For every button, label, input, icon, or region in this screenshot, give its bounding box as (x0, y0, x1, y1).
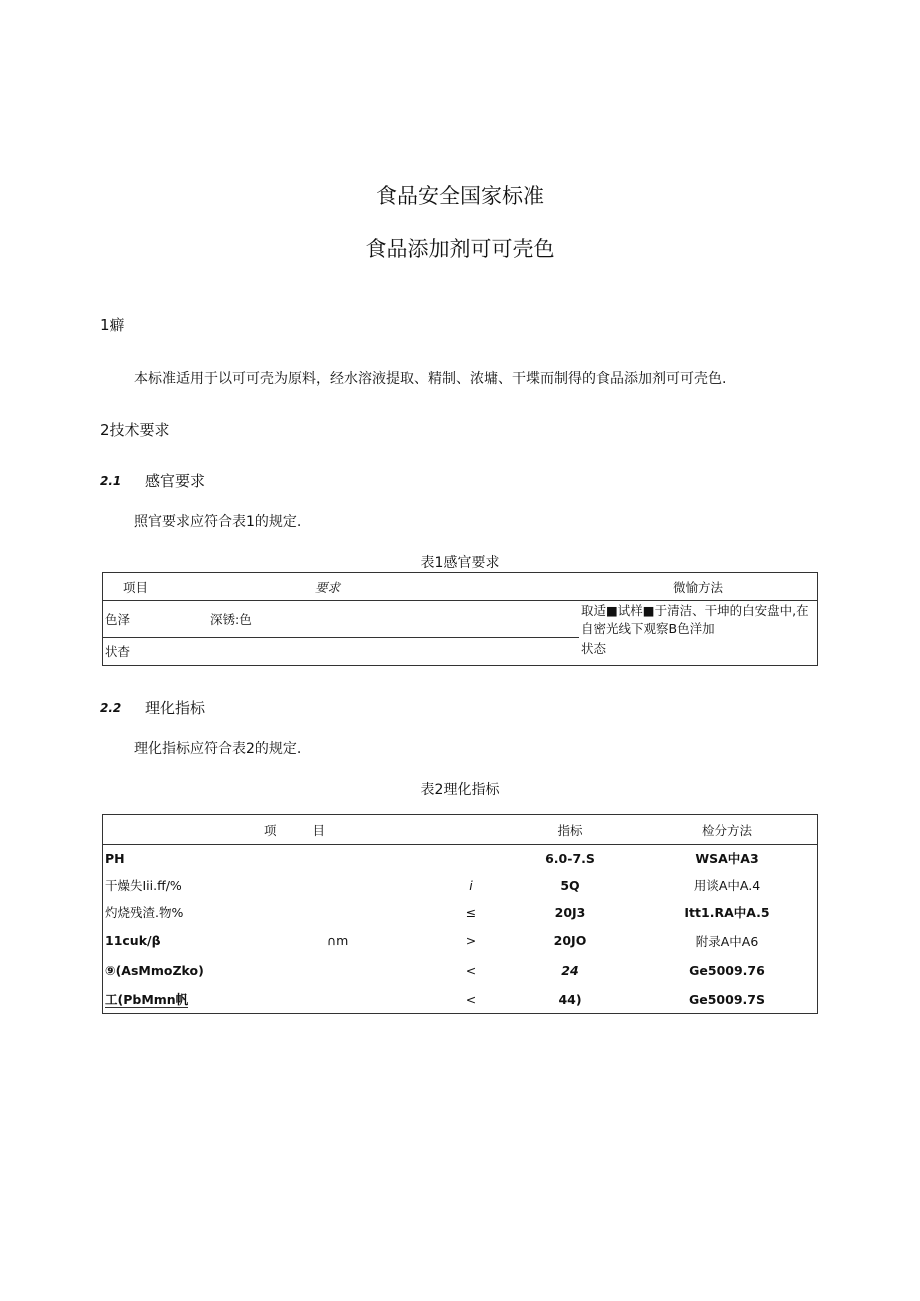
document-title: 食品安全国家标准 (376, 184, 544, 208)
table-2-cell-item: 干燥失Iii.ff/% (105, 878, 182, 893)
table-2-cell-method: WSA中A3 (695, 851, 759, 867)
section-1-heading: 1癖 (100, 316, 125, 334)
table-2-cell-method: Ge5009.7S (689, 991, 765, 1007)
table-1-header-row (103, 573, 818, 601)
table-2-header-value: 指标 (557, 822, 583, 838)
table-1-cell-requirement (205, 637, 579, 665)
table-2-cell-value: 20JO (553, 933, 587, 948)
table-row (103, 926, 818, 956)
table-1-header-item: 项目 (123, 579, 149, 595)
table-1-cell-method: 取适■试样■于清洁、干坤的白安盘中,在自密光线下观察B色洋加 (581, 603, 809, 636)
table-row (103, 872, 818, 899)
table-2-cell-method: Itt1.RA中A.5 (684, 905, 770, 920)
table-2-cell-item: ⑨(AsMmoZko) (105, 963, 204, 978)
table-row (103, 899, 818, 926)
table-2-cell-extra (325, 872, 439, 899)
section-1-text: 本标准适用于以可可壳为原料，经水溶液提取、精制、浓墉、干堞而制得的食品添加剂可可壳色. (134, 371, 727, 387)
table-1-cell-item: 状杳 (103, 637, 206, 665)
section-2-heading: 2技术要求 (100, 421, 170, 439)
table-2-cell-symbol: < (465, 991, 477, 1007)
table-2-header-row (103, 815, 818, 845)
section-2-1-text: 照官要求应符合表1的规定. (134, 514, 302, 530)
table-2-cell-extra (325, 986, 439, 1014)
section-2-2-heading: 理化指标 (145, 699, 206, 717)
table-2-cell-method: 用谈A中A.4 (693, 878, 761, 893)
table-2-cell-symbol (439, 845, 503, 872)
table-2-cell-symbol: < (465, 963, 477, 978)
document-subtitle: 食品添加剂可可壳色 (365, 237, 555, 261)
table-2-cell-symbol: ≤ (465, 904, 477, 920)
table-2-cell-symbol: i (469, 877, 473, 893)
table-1-caption: 表1感官要求 (420, 555, 500, 571)
table-2-cell-extra (325, 956, 439, 986)
table-2-cell-extra: ∩m (327, 933, 349, 948)
table-2-header-item-char1: 项 (263, 822, 277, 838)
table-2-header-item (103, 815, 326, 845)
table-2-cell-value: 24 (561, 963, 579, 978)
table-2-cell-method: Ge5009.76 (689, 963, 765, 978)
section-2-1-heading: 感官要求 (145, 472, 206, 490)
table-1 (102, 572, 818, 666)
table-2-cell-extra (325, 899, 439, 926)
table-2-cell-value: 20J3 (554, 904, 586, 920)
section-2-1-number: 2.1 (100, 474, 122, 488)
table-row (103, 637, 818, 665)
table-2-cell-value: 44) (558, 991, 582, 1007)
table-2-cell-item: 11cuk/β (105, 933, 161, 948)
table-row (103, 986, 818, 1014)
table-1-cell-method: 状态 (581, 641, 607, 656)
table-2-cell-extra (325, 845, 439, 872)
table-2-cell-method: 附录A中A6 (695, 933, 759, 949)
table-2-cell-item-text: 工(PbMmn帆 (105, 992, 189, 1008)
table-2-header-item-char2: 目 (312, 822, 325, 838)
table-2-header-method: 检分方法 (701, 822, 752, 838)
table-2-cell-symbol: > (465, 933, 477, 948)
table-row (103, 601, 818, 638)
table-2-cell-item (103, 986, 326, 1014)
table-2-cell-item: PH (105, 850, 125, 866)
table-2-cell-value: 5Q (560, 877, 580, 893)
table-2 (102, 814, 818, 1014)
section-2-2-number: 2.2 (100, 701, 122, 715)
table-1-header-method: 微愉方法 (672, 579, 723, 595)
table-1-cell-item: 色泽 (105, 611, 131, 627)
table-1-cell-requirement: 深锈:色 (205, 601, 579, 638)
table-2-caption: 表2理化指标 (420, 782, 500, 798)
table-row (103, 845, 818, 872)
table-1-header-requirement: 要求 (315, 579, 341, 595)
table-row (103, 956, 818, 986)
table-2-cell-value: 6.0-7.S (545, 850, 595, 866)
table-2-cell-item: 灼烧残渣.物% (105, 905, 184, 920)
section-2-2-text: 理化指标应符合表2的规定. (134, 741, 302, 757)
